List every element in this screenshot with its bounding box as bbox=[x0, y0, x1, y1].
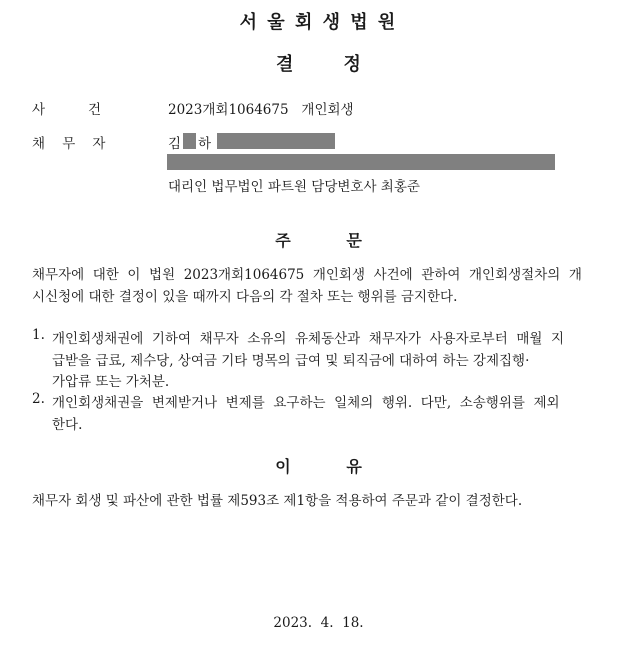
order-text-line2: 시신청에 대한 결정이 있을 때까지 다음의 각 절차 또는 행위를 금지한다. bbox=[32, 289, 458, 305]
reason-heading: 이 유 bbox=[275, 457, 362, 476]
item-line: 급받을 급료, 제수당, 상여금 기타 명목의 급여 및 퇴직금에 대하여 하는 강제집행· bbox=[52, 353, 530, 369]
item-line: 한다. bbox=[52, 417, 83, 433]
order-text-line1: 채무자에 대한 이 법원 2023개회1064675 개인회생 사건에 관하여 개인회생절차의 개 bbox=[32, 267, 582, 283]
redaction-address-1 bbox=[217, 133, 335, 149]
item-number: 2. bbox=[32, 391, 45, 407]
item-line: 개인회생채권을 변제받거나 변제를 요구하는 일체의 행위. 다만, 소송행위를 제외 bbox=[52, 395, 560, 411]
decision-date: 2023. 4. 18. bbox=[273, 615, 364, 631]
case-number: 2023개회1064675 개인회생 bbox=[168, 102, 354, 118]
item-line: 가압류 또는 가처분. bbox=[52, 374, 170, 390]
redaction-address-2 bbox=[167, 154, 555, 170]
document-type: 결 정 bbox=[276, 54, 361, 75]
item-number: 1. bbox=[32, 327, 45, 343]
debtor-label: 채 무 자 bbox=[32, 136, 106, 152]
reason-text: 채무자 회생 및 파산에 관한 법률 제593조 제1항을 적용하여 주문과 같이 결정한다. bbox=[32, 493, 523, 509]
representative: 대리인 법무법인 파트원 담당변호사 최홍준 bbox=[168, 179, 420, 195]
debtor-name-first: 김 bbox=[168, 136, 182, 152]
case-label: 사 건 bbox=[32, 102, 101, 118]
redaction-name bbox=[183, 133, 196, 149]
item-line: 개인회생채권에 기하여 채무자 소유의 유체동산과 채무자가 사용자로부터 매월 지 bbox=[52, 331, 565, 347]
debtor-name-last: 하 bbox=[198, 136, 212, 152]
order-heading: 주 문 bbox=[275, 231, 362, 250]
court-name: 서 울 회 생 법 원 bbox=[239, 12, 398, 33]
